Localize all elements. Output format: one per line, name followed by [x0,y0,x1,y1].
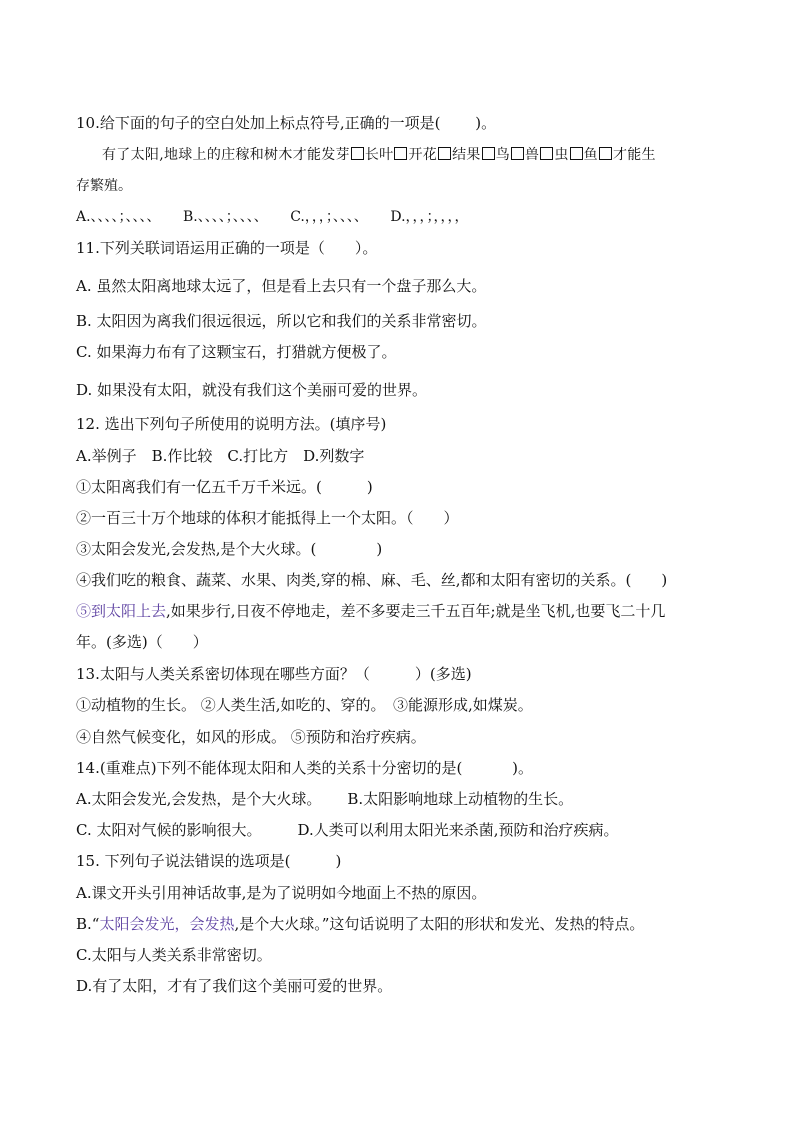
blank-box [599,147,612,160]
blank-box [394,147,407,160]
question-10-passage-line2: 存繁殖。 [76,178,132,194]
option-d[interactable]: D.，，，；，，，， [390,209,469,225]
blank-box [482,147,495,160]
question-10-stem: 10.给下面的句子的空白处加上标点符号,正确的一项是( )。 [76,114,497,132]
question-10-options [76,207,487,227]
passage-text: 有了太阳,地球上的庄稼和树木才能发芽 [102,147,350,163]
blank-box [540,147,553,160]
option-a[interactable]: A.太阳会发光,会发热，是个大火球。 [76,790,322,808]
question-12-methods: A.举例子 B.作比较 C.打比方 D.列数字 [76,447,365,465]
option-d[interactable]: D.人类可以利用太阳光来杀菌,预防和治疗疾病。 [297,821,619,839]
question-13-stem: 13.太阳与人类关系密切体现在哪些方面？（ ）(多选) [76,665,472,683]
question-12-stem: 12. 选出下列句子所使用的说明方法。(填序号) [76,415,387,433]
question-11-option-c[interactable]: C. 如果海力布有了这颗宝石，打猎就方便极了。 [76,343,397,361]
passage-text: 长叶 [364,147,394,163]
question-15-option-c[interactable]: C.太阳与人类关系非常密切。 [76,946,272,964]
sentence-text: ,如果步行,日夜不停地走，差不多要走三千五百年;就是坐飞机,也要飞二十几 [166,602,666,620]
highlighted-quote: 太阳会发光，会发热 [99,915,235,933]
option-b[interactable]: B.、、、、；、、、、 [183,209,268,225]
question-12-sentence-3: ③太阳会发光,会发热,是个大火球。( ) [76,540,383,558]
option-c[interactable]: C.，，，；、、、、 [290,209,368,225]
blank-box [570,147,583,160]
question-14-options-row1 [76,789,573,809]
question-14-options-row2 [76,820,619,840]
question-15-option-a[interactable]: A.课文开头引用神话故事,是为了说明如今地面上不热的原因。 [76,884,487,902]
question-12-sentence-2: ②一百三十万个地球的体积才能抵得上一个太阳。（ ） [76,509,459,527]
question-12-sentence-5 [76,601,665,621]
question-11-stem: 11.下列关联词语运用正确的一项是（ ）。 [76,239,378,257]
passage-text: 才能生 [612,147,656,163]
passage-text: 开花 [408,147,438,163]
question-15-stem: 15. 下列句子说法错误的选项是( ) [76,852,342,870]
option-b[interactable]: B.太阳影响地球上动植物的生长。 [347,790,574,808]
passage-text: 兽 [525,147,540,163]
passage-text: 鱼 [583,147,598,163]
question-15-option-b[interactable] [76,914,644,934]
question-11-option-d[interactable]: D. 如果没有太阳，就没有我们这个美丽可爱的世界。 [76,381,428,399]
passage-text: 鸟 [495,147,510,163]
question-12-sentence-4: ④我们吃的粮食、蔬菜、水果、肉类,穿的棉、麻、毛、丝,都和太阳有密切的关系。( ) [76,571,668,589]
option-c[interactable]: C. 太阳对气候的影响很大。 [76,821,262,839]
blank-box [438,147,451,160]
question-10-passage [102,145,656,165]
blank-box [351,147,364,160]
passage-text: 结果 [452,147,481,163]
question-15-option-d[interactable]: D.有了太阳，才有了我们这个美丽可爱的世界。 [76,977,393,995]
question-11-option-b[interactable]: B. 太阳因为离我们很远很远，所以它和我们的关系非常密切。 [76,312,487,330]
question-13-choices-row1: ①动植物的生长。 ②人类生活,如吃的、穿的。 ③能源形成,如煤炭。 [76,696,533,714]
blank-box [511,147,524,160]
option-a[interactable]: A.、、、、；、、、、 [76,209,161,225]
question-12-sentence-5-line2: 年。(多选)（ ） [76,633,208,651]
question-13-choices-row2: ④自然气候变化，如风的形成。 ⑤预防和治疗疾病。 [76,728,426,746]
question-14-stem: 14.(重难点)下列不能体现太阳和人类的关系十分密切的是( )。 [76,759,534,777]
question-12-sentence-1: ①太阳离我们有一亿五千万千米远。( ) [76,478,373,496]
passage-text: 虫 [554,147,569,163]
highlighted-phrase: ⑤到太阳上去 [76,602,167,620]
option-b-text: ,是个大火球。”这句话说明了太阳的形状和发光、发热的特点。 [234,915,645,933]
question-11-option-a[interactable]: A. 虽然太阳离地球太远了，但是看上去只有一个盘子那么大。 [76,277,487,295]
option-b-prefix: B.“ [76,915,100,933]
